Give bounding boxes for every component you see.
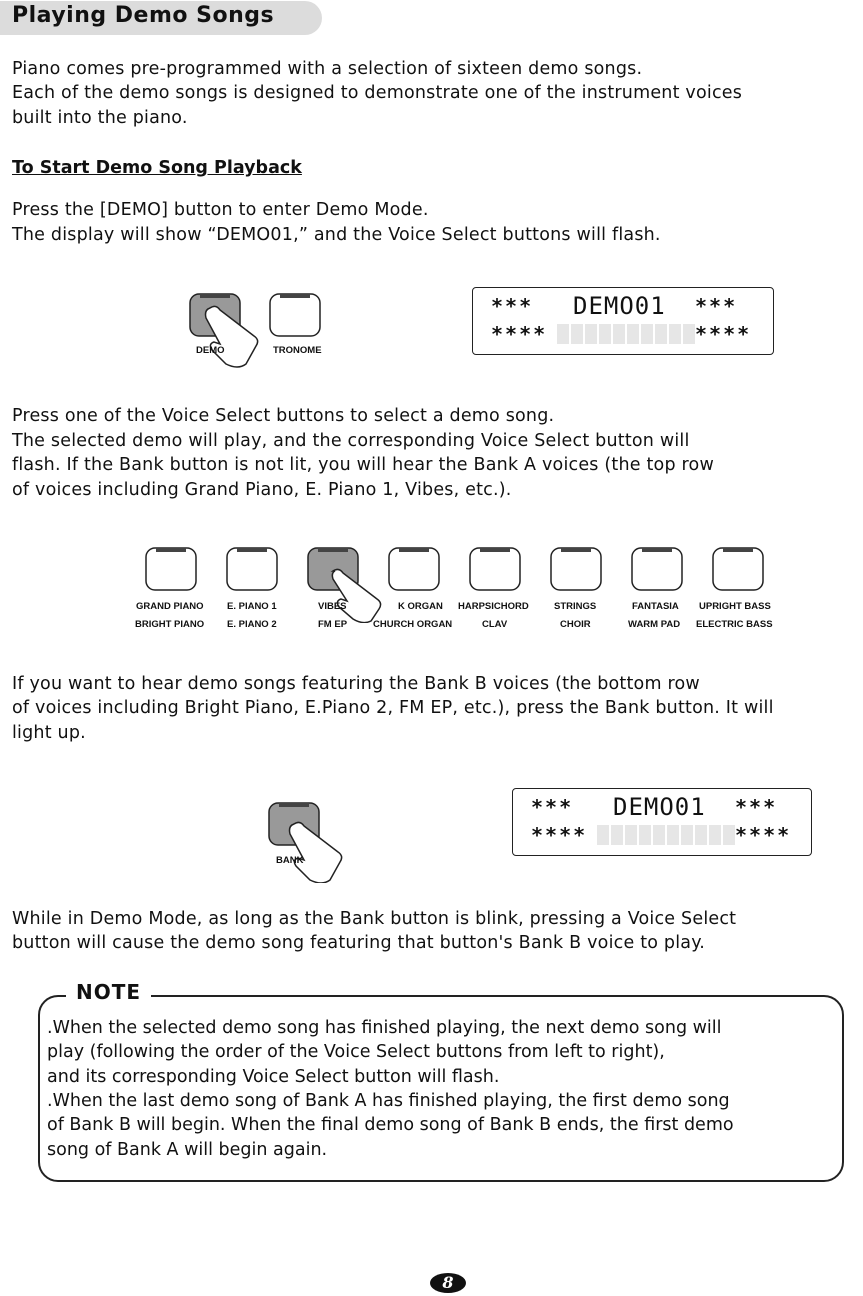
page-title: Playing Demo Songs xyxy=(12,3,275,28)
voice-label-bottom-2: E. PIANO 2 xyxy=(227,619,277,630)
lcd2-stars-left-2: **** xyxy=(531,823,588,847)
voice-label-bottom-5: CLAV xyxy=(482,619,508,630)
note-title: NOTE xyxy=(66,980,151,1004)
voice-button-2[interactable] xyxy=(227,548,277,590)
lcd2-stars-right: *** xyxy=(735,795,778,819)
voice-button-8[interactable] xyxy=(713,548,763,590)
demo-label: DEMO xyxy=(196,345,225,356)
lcd-display-2 xyxy=(512,788,812,856)
voice-label-top-6: STRINGS xyxy=(554,601,597,612)
intro-line-3: built into the piano. xyxy=(12,108,188,128)
step3-line-2: of voices including Bright Piano, E.Piano 2, FM EP, etc.), press the Bank button. It will xyxy=(12,698,774,718)
step1-line-2: The display will show “DEMO01,” and the Voice Select buttons will flash. xyxy=(12,225,661,245)
step3-line-3: light up. xyxy=(12,723,86,743)
voice-button-4[interactable] xyxy=(389,548,439,590)
voice-label-bottom-8: ELECTRIC BASS xyxy=(696,619,773,630)
note-line-5: of Bank B will begin. When the final demo song of Bank B ends, the first demo xyxy=(47,1115,734,1135)
page-number: 8 xyxy=(430,1273,466,1293)
voice-label-bottom-6: CHOIR xyxy=(560,619,591,630)
voice-label-top-8: UPRIGHT BASS xyxy=(699,601,771,612)
note-line-4: .When the last demo song of Bank A has finished playing, the first demo song xyxy=(47,1091,730,1111)
voice-label-top-4: K ORGAN xyxy=(398,601,443,612)
step4-line-2: button will cause the demo song featuring that button's Bank B voice to play. xyxy=(12,933,706,953)
lcd-stars-left: *** xyxy=(491,294,534,318)
step2-line-3: flash. If the Bank button is not lit, you will hear the Bank A voices (the top row xyxy=(12,455,714,475)
lcd2-stars-right-2: **** xyxy=(735,823,792,847)
voice-label-top-2: E. PIANO 1 xyxy=(227,601,277,612)
intro-line-1: Piano comes pre-programmed with a selection of sixteen demo songs. xyxy=(12,59,643,79)
voice-label-bottom-1: BRIGHT PIANO xyxy=(135,619,205,630)
lcd-stars-right-2: **** xyxy=(695,322,752,346)
step3-line-1: If you want to hear demo songs featuring the Bank B voices (the bottom row xyxy=(12,674,700,694)
voice-label-top-1: GRAND PIANO xyxy=(136,601,204,612)
metronome-label: TRONOME xyxy=(273,345,322,356)
voice-label-bottom-4: CHURCH ORGAN xyxy=(373,619,453,630)
step2-line-2: The selected demo will play, and the corresponding Voice Select button will xyxy=(12,431,690,451)
lcd-text: DEMO01 xyxy=(573,292,666,320)
voice-label-top-5: HARPSICHORD xyxy=(458,601,529,612)
note-line-2: play (following the order of the Voice Select buttons from left to right), xyxy=(47,1042,665,1062)
step2-line-4: of voices including Grand Piano, E. Piano 1, Vibes, etc.). xyxy=(12,480,512,500)
bank-label: BANK xyxy=(276,855,304,866)
demo-button-illustration xyxy=(180,288,350,373)
lcd-stars-right: *** xyxy=(695,294,738,318)
voice-label-top-3: VIBES xyxy=(318,601,347,612)
note-line-1: .When the selected demo song has finished playing, the next demo song will xyxy=(47,1018,722,1038)
note-line-6: song of Bank A will begin again. xyxy=(47,1140,328,1160)
voice-label-top-7: FANTASIA xyxy=(632,601,679,612)
voice-button-5[interactable] xyxy=(470,548,520,590)
intro-line-2: Each of the demo songs is designed to demonstrate one of the instrument voices xyxy=(12,83,743,103)
step4-line-1: While in Demo Mode, as long as the Bank button is blink, pressing a Voice Select xyxy=(12,909,737,929)
metronome-button[interactable] xyxy=(270,294,320,336)
lcd2-blank-segments xyxy=(597,825,737,845)
bank-button-illustration xyxy=(260,798,375,883)
voice-button-1[interactable] xyxy=(146,548,196,590)
section-heading: To Start Demo Song Playback xyxy=(12,158,302,178)
lcd2-text: DEMO01 xyxy=(613,793,706,821)
lcd2-stars-left: *** xyxy=(531,795,574,819)
voice-label-bottom-3: FM EP xyxy=(318,619,348,630)
lcd-blank-segments xyxy=(557,324,697,344)
lcd-display-1 xyxy=(472,287,774,355)
lcd-stars-left-2: **** xyxy=(491,322,548,346)
step2-line-1: Press one of the Voice Select buttons to select a demo song. xyxy=(12,406,555,426)
voice-button-6[interactable] xyxy=(551,548,601,590)
voice-label-bottom-7: WARM PAD xyxy=(628,619,681,630)
voice-button-7[interactable] xyxy=(632,548,682,590)
step1-line-1: Press the [DEMO] button to enter Demo Mode. xyxy=(12,200,429,220)
note-line-3: and its corresponding Voice Select button will flash. xyxy=(47,1067,500,1087)
